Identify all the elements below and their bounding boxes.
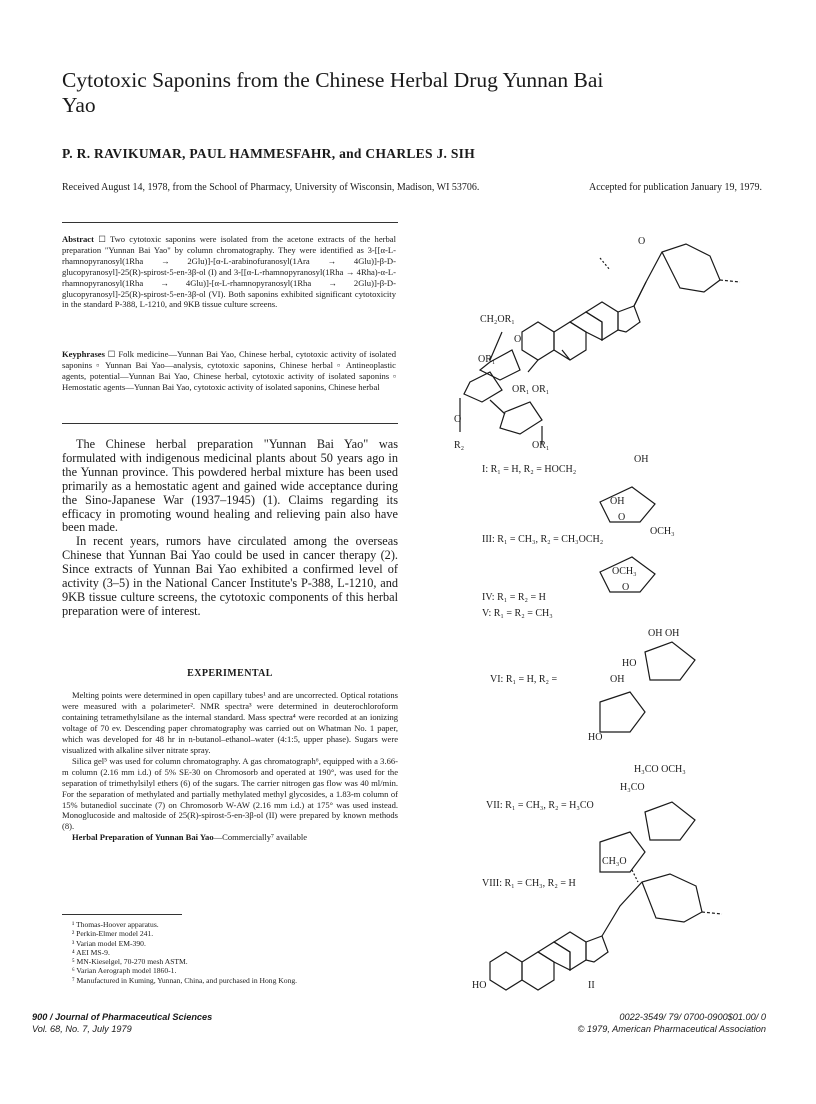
footnote: ⁴ AEI MS-9. <box>72 947 110 957</box>
journal-citation <box>32 1012 212 1035</box>
experimental-paragraph <box>62 832 398 843</box>
footnotes <box>62 920 398 985</box>
accepted-date: Accepted for publication January 19, 1979. <box>588 182 762 193</box>
oh-label: OH <box>634 454 649 465</box>
h3co-och3-label: H₃CO OCH₃ <box>634 764 686 775</box>
ho-label: HO <box>588 732 603 743</box>
author-list: P. R. RAVIKUMAR, PAUL HAMMESFAHR, and CHARLES J. SIH <box>62 146 476 161</box>
ho-label: HO <box>622 658 637 669</box>
row-I: I: R₁ = H, R₂ = HOCH₂ <box>482 464 577 475</box>
issn-line: 0022-3549/ 79/ 0700-0900$01.00/ 0 <box>619 1012 766 1022</box>
keyphrases-text: Folk medicine—Yunnan Bai Yao, Chinese herbal, cytotoxic activity of isolated saponins ▫ Yunnan Bai Yao—analysis, cytotoxic saponins, Chinese herbal ▫ Antineoplastic agents, potential—Yunnan Bai Yao, Chinese herbal, cytotoxic activity of isolated saponins ▫ Hemostatic agents—Yunnan Bai Yao, cytotoxic activity of isolated saponins, Chinese herbal <box>62 349 396 392</box>
o-label: O <box>622 582 630 593</box>
o-label: O <box>514 334 522 345</box>
r2-label: R₂ <box>454 440 465 451</box>
introduction <box>62 438 398 619</box>
ch3o-label: CH₃O <box>602 856 627 867</box>
ring-I <box>600 487 655 522</box>
or1-pair-label: OR₁ OR₁ <box>512 384 550 395</box>
article-title: Cytotoxic Saponins from the Chinese Herbal Drug Yunnan Bai Yao <box>62 68 604 117</box>
ring-VII-a <box>645 802 695 840</box>
volume-line: Vol. 68, No. 7, July 1979 <box>32 1023 132 1034</box>
h3co-label: H₃CO <box>620 782 645 793</box>
o-label: O <box>454 414 462 425</box>
section-heading: EXPERIMENTAL <box>187 668 273 679</box>
received-date: Received August 14, 1978, from the School of Pharmacy, University of Wisconsin, Madison, WI 53706. <box>62 182 480 193</box>
copyright-line: © 1979, American Pharmaceutical Association <box>577 1023 766 1034</box>
keyphrases-label: Keyphrases <box>62 349 105 359</box>
experimental-section <box>62 690 398 843</box>
subheading: Herbal Preparation of Yunnan Bai Yao <box>72 832 214 843</box>
footnote: ¹ Thomas-Hoover apparatus. <box>72 920 159 929</box>
copyright-block <box>480 1012 766 1035</box>
structure-II-label: II <box>588 980 595 991</box>
och3-label: OCH₃ <box>612 566 637 577</box>
footnote-rule <box>62 914 182 915</box>
o-label: O <box>618 512 626 523</box>
ring-VI-b <box>600 692 645 732</box>
row-V: V: R₁ = R₂ = CH₃ <box>482 608 553 619</box>
row-IV: IV: R₁ = R₂ = H <box>482 592 546 603</box>
or1-label: OR₁ <box>532 440 550 451</box>
journal-line: 900 / Journal of Pharmaceutical Sciences <box>32 1012 213 1022</box>
abstract-text: Two cytotoxic saponins were isolated from the acetone extracts of the herbal preparation "Yunnan Bai Yao" by column chromatography. They were identified as 3-[[α-L-rhamnopyranosyl(1Rha → 2Glu)]-[α-L-arabinofuranosyl(1Ara → 4Glu)]-β-D-glucopyranosyl]-25(R)-spirost-5-en-3β-ol (I) and 3-[[α-L-rhamnopyranosyl(1Rha → 4Rha)-α-L-rhamnopyranosyl(1Rha → 4Glu)]-[α-L-rhamnopyranosyl(1Rha → 2Glu)]-β-D-glucopyranosyl]-25(R)-spirost-5-en-3β-ol (VI). Both saponins exhibited significant cytotoxicity in the standard P-388, L-1210, and 9KB tissue culture screens. <box>62 234 397 310</box>
received-line <box>62 182 762 195</box>
ring-VI-a <box>645 642 695 680</box>
keyphrases <box>62 349 396 393</box>
ho-label: HO <box>472 980 487 991</box>
row-VIII: VIII: R₁ = CH₃, R₂ = H <box>482 878 576 889</box>
abstract <box>62 234 396 310</box>
oh-label: OH <box>610 496 625 507</box>
och3-label: OCH₃ <box>650 526 675 537</box>
ch2or-label: CH₂OR₁ <box>480 314 515 325</box>
footnote: ² Perkin-Elmer model 241. <box>72 929 154 939</box>
row-III: III: R₁ = CH₃, R₂ = CH₃OCH₂ <box>482 534 604 545</box>
or1-label: OR₁ <box>478 354 496 365</box>
abstract-label: Abstract <box>62 234 94 244</box>
footnote: ³ Varian model EM-390. <box>72 938 146 948</box>
o-label: O <box>638 236 646 247</box>
intro-paragraph: The Chinese herbal preparation "Yunnan Bai Yao" was formulated with indigenous medicinal plants about 50 years ago in the Yunnan province. This powdered herbal mixture has been used primarily as a hemostatic agent and gained wide acceptance during the Sino-Japanese War (1937–1945) (1). Claims regarding its efficacy in promoting wound healing and relieving pain also have been made. <box>62 437 398 535</box>
chemical-structures <box>450 222 780 1002</box>
checkbox-icon: ☐ <box>98 234 106 244</box>
footnote: ⁶ Varian Aerograph model 1860-1. <box>72 966 177 976</box>
row-VI: VI: R₁ = H, R₂ = <box>490 674 558 685</box>
subheading-text: —Commercially⁷ available <box>213 832 308 843</box>
footnote: ⁵ MN-Kieselgel, 70-270 mesh ASTM. <box>72 957 188 967</box>
footnote: ⁷ Manufactured in Kuming, Yunnan, China, and purchased in Hong Kong. <box>72 975 298 985</box>
row-VII: VII: R₁ = CH₃, R₂ = H₃CO <box>486 800 594 811</box>
checkbox-icon: ☐ <box>107 349 116 359</box>
oh-label: OH <box>610 674 625 685</box>
intro-paragraph: In recent years, rumors have circulated among the overseas Chinese that Yunnan Bai Yao could be used in cancer therapy (2). Since extracts of Yunnan Bai Yao exhibited a confirmed level of activity (3–5) in the National Cancer Institute's P-388, L-1210, and 9KB tissue culture screens, the cytotoxic components of this herbal preparation were of interest. <box>62 534 398 618</box>
spirostan-skeleton <box>522 244 740 372</box>
experimental-paragraph: Silica gel⁵ was used for column chromatography. A gas chromatograph⁶, equipped with a 3.66-m column (2.16 mm i.d.) of 5% SE-30 on Chromosorb and operated at 190°, was used for the separation of trimethylsilyl ethers (6) of the sugars. The carrier nitrogen gas flow was 40 ml/min. For the separation of methylated and partially methylated methyl glycosides, a 1.83-m column of 15% butanediol succinate (7) on Chromosorb W-AW (2.16 mm i.d.) at 175° was used instead. Monoglucoside and maltoside of 25(R)-spirost-5-en-3β-ol (II) were prepared by known methods (8). <box>62 755 398 832</box>
experimental-paragraph: Melting points were determined in open capillary tubes¹ and are uncorrected. Optical rotations were measured with a polarimeter². NMR spectra³ were determined in deuterochloroform containing tetramethylsilane as the internal standard. Mass spectra⁴ were recorded at an ionizing voltage of 70 ev. Descending paper chromatography was carried out on Whatman No. 1 paper, which was developed for 48 hr in n-butanol–ethanol–water (4:1:5, upper phase). Sugars were visualized with alkaline silver nitrate spray. <box>62 690 398 755</box>
ohoh-label: OH OH <box>648 628 680 639</box>
